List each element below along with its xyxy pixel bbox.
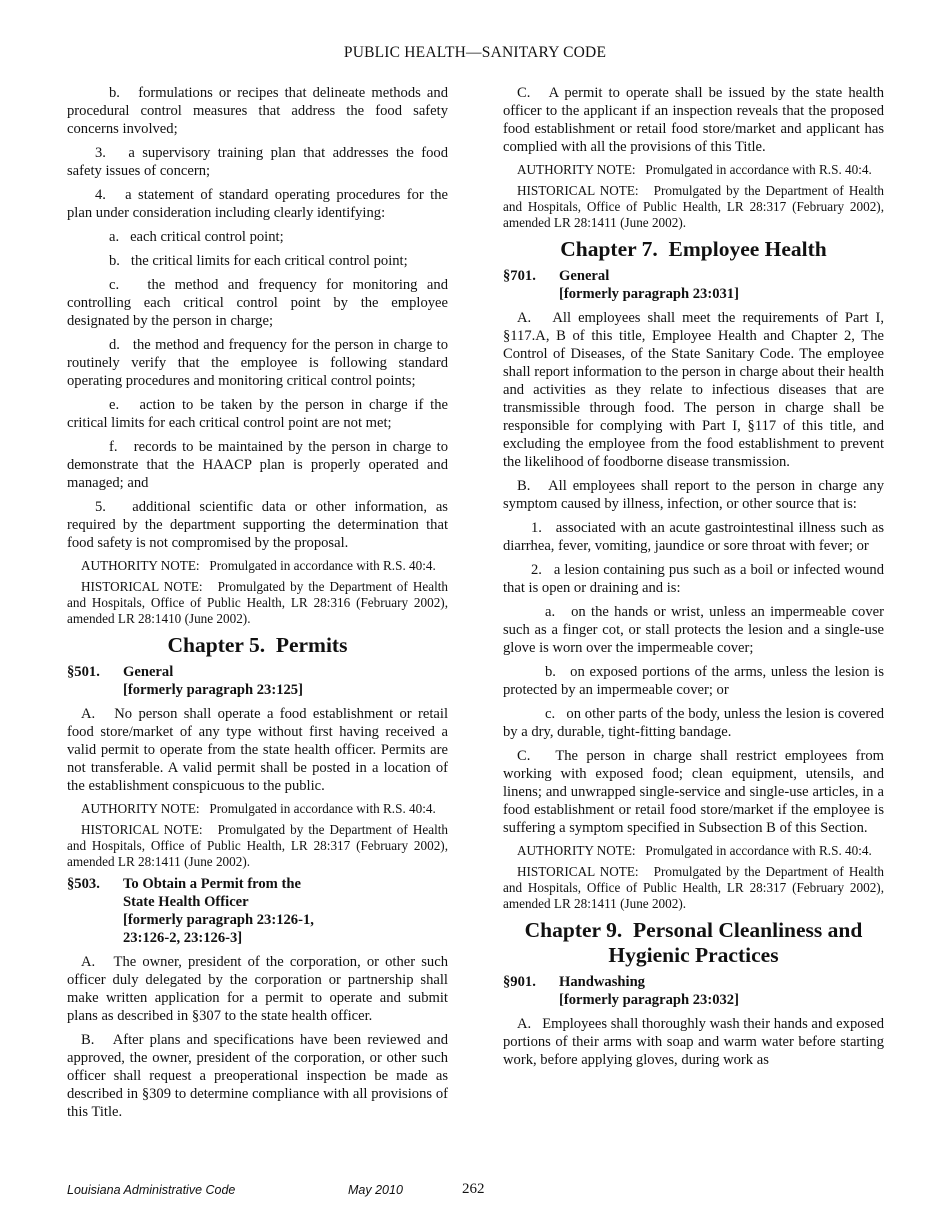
section-title-line: State Health Officer — [123, 894, 249, 910]
section-701-paragraph-b: B. All employees shall report to the person in charge any symptom caused by illness, infection, or other source that is: — [503, 478, 884, 512]
section-title-line: To Obtain a Permit from the — [123, 876, 301, 892]
section-title — [123, 663, 448, 699]
chapter-7-heading: Chapter 7. Employee Health — [560, 237, 827, 261]
section-title-line: Handwashing — [559, 974, 645, 990]
section-former-reference: [formerly paragraph 23:031] — [559, 286, 739, 302]
authority-note: AUTHORITY NOTE: Promulgated in accordance with R.S. 40:4. — [81, 801, 436, 816]
section-number: §503. — [67, 876, 100, 892]
authority-note: AUTHORITY NOTE: Promulgated in accordance with R.S. 40:4. — [517, 162, 872, 177]
historical-note: HISTORICAL NOTE: Promulgated by the Department of Health and Hospitals, Office of Public Health, LR 28:317 (February 2002), amended LR 28:1411 (June 2002). — [503, 864, 884, 911]
section-701-paragraph-c: C. The person in charge shall restrict employees from working with exposed food; clean equipment, utensils, and linens; and unwrapped single-service and single-use articles, in a food establishment or retail food store/market if the employee is suffering a symptom specified in Subsection B of this Section. — [503, 748, 884, 836]
paragraph-4-sop: 4. a statement of standard operating procedures for the plan under consideration including clearly identifying: — [67, 187, 448, 221]
left-column — [67, 84, 448, 1127]
paragraph-4a: a. each critical control point; — [109, 229, 284, 245]
section-501-paragraph-a: A. No person shall operate a food establishment or retail food store/market of any type without first having received a valid permit to operate from the state health officer. Permits are not transferable. A valid permit shall be posted in a location of the establishment conspicuous to the public. — [67, 706, 448, 794]
authority-note: AUTHORITY NOTE: Promulgated in accordance with R.S. 40:4. — [517, 843, 872, 858]
paragraph-3-training: 3. a supervisory training plan that addresses the food safety issues of concern; — [67, 145, 448, 179]
paragraph-4c: c. the method and frequency for monitoring and controlling each critical control point by the employee designated by the person in charge; — [67, 277, 448, 329]
section-901-heading — [503, 973, 884, 1009]
section-701-paragraph-a: A. All employees shall meet the requirements of Part I, §117.A, B of this title, Employee Health and Chapter 2, The Control of Diseases, of the State Sanitary Code. The employee shall report information to the person in charge about their health and activities as they relate to infectious diseases that are transmissible through food. The person in charge shall be responsible for complying with Part I, §117 of this title, and excluding the employee from the food establishment to prevent the likelihood of foodborne disease transmission. — [503, 310, 884, 470]
section-number: §901. — [503, 974, 536, 990]
paragraph-4f: f. records to be maintained by the person in charge to demonstrate that the HAACP plan is properly operated and managed; and — [67, 439, 448, 491]
footer-date: May 2010 — [348, 1183, 403, 1197]
section-503-paragraph-a: A. The owner, president of the corporation, or other such officer duly delegated by the corporation or partnership shall make written application for a permit to operate and submit plans as described in §307 to the state health officer. — [67, 954, 448, 1024]
chapter-9-heading — [503, 918, 884, 968]
section-701-paragraph-b2c: c. on other parts of the body, unless the lesion is covered by a dry, durable, tight-fitting bandage. — [503, 706, 884, 740]
section-701-paragraph-b2: 2. a lesion containing pus such as a boil or infected wound that is open or draining and is: — [503, 562, 884, 596]
section-former-reference: 23:126-2, 23:126-3] — [123, 930, 243, 946]
authority-note: AUTHORITY NOTE: Promulgated in accordance with R.S. 40:4. — [81, 558, 436, 573]
section-503-paragraph-b: B. After plans and specifications have been reviewed and approved, the owner, president of the corporation, or other such officer shall request a preoperational inspection be made as described in §309 to determine compliance with all provisions of this Title. — [67, 1032, 448, 1120]
paragraph-4b: b. the critical limits for each critical control point; — [109, 253, 408, 269]
page-footer — [0, 1181, 950, 1201]
paragraph-4d: d. the method and frequency for the person in charge to routinely verify that the employee is following standard operating procedures and monitoring critical control points; — [67, 337, 448, 389]
section-title-line: General — [559, 268, 610, 284]
chapter-9-heading-line: Hygienic Practices — [608, 943, 779, 967]
section-901-paragraph-a: A. Employees shall thoroughly wash their hands and exposed portions of their arms with soap and warm water before starting work, before applying gloves, during work as — [503, 1016, 884, 1068]
historical-note: HISTORICAL NOTE: Promulgated by the Department of Health and Hospitals, Office of Public Health, LR 28:316 (February 2002), amended LR 28:1410 (June 2002). — [67, 579, 448, 626]
footer-publication: Louisiana Administrative Code — [67, 1183, 236, 1197]
section-701-paragraph-b2b: b. on exposed portions of the arms, unless the lesion is protected by an impermeable cover; or — [503, 664, 884, 698]
section-former-reference: [formerly paragraph 23:125] — [123, 682, 303, 698]
section-number: §501. — [67, 664, 100, 680]
paragraph-5-scientific-data: 5. additional scientific data or other information, as required by the department supporting the determination that food safety is not compromised by the proposal. — [67, 499, 448, 551]
section-number: §701. — [503, 268, 536, 284]
section-former-reference: [formerly paragraph 23:126-1, — [123, 912, 314, 928]
historical-note: HISTORICAL NOTE: Promulgated by the Department of Health and Hospitals, Office of Public Health, LR 28:317 (February 2002), amended LR 28:1411 (June 2002). — [67, 822, 448, 869]
chapter-9-heading-line: Chapter 9. Personal Cleanliness and — [524, 918, 863, 942]
page-number: 262 — [462, 1181, 485, 1197]
section-title — [123, 875, 448, 947]
running-header: PUBLIC HEALTH—SANITARY CODE — [343, 44, 607, 61]
section-701-heading — [503, 267, 884, 303]
section-title — [559, 973, 884, 1009]
section-503-heading — [67, 875, 448, 947]
paragraph-4e: e. action to be taken by the person in charge if the critical limits for each critical control point are not met; — [67, 397, 448, 431]
section-701-paragraph-b1: 1. associated with an acute gastrointestinal illness such as diarrhea, fever, vomiting, jaundice or sore throat with fever; or — [503, 520, 884, 554]
paragraph-b-formulations: b. formulations or recipes that delineate methods and procedural control measures that address the food safety concerns involved; — [67, 85, 448, 137]
section-title — [559, 267, 884, 303]
section-501-heading — [67, 663, 448, 699]
chapter-5-heading: Chapter 5. Permits — [167, 633, 348, 657]
right-column — [503, 84, 884, 1075]
section-503-paragraph-c: C. A permit to operate shall be issued by the state health officer to the applicant if an inspection reveals that the proposed food establishment or retail food store/market and applicant has complied with all the provisions of this Title. — [503, 85, 884, 155]
historical-note: HISTORICAL NOTE: Promulgated by the Department of Health and Hospitals, Office of Public Health, LR 28:317 (February 2002), amended LR 28:1411 (June 2002). — [503, 183, 884, 230]
section-701-paragraph-b2a: a. on the hands or wrist, unless an impermeable cover such as a finger cot, or stall protects the lesion and a single-use glove is worn over the impermeable cover; — [503, 604, 884, 656]
section-former-reference: [formerly paragraph 23:032] — [559, 992, 739, 1008]
section-title-line: General — [123, 664, 174, 680]
